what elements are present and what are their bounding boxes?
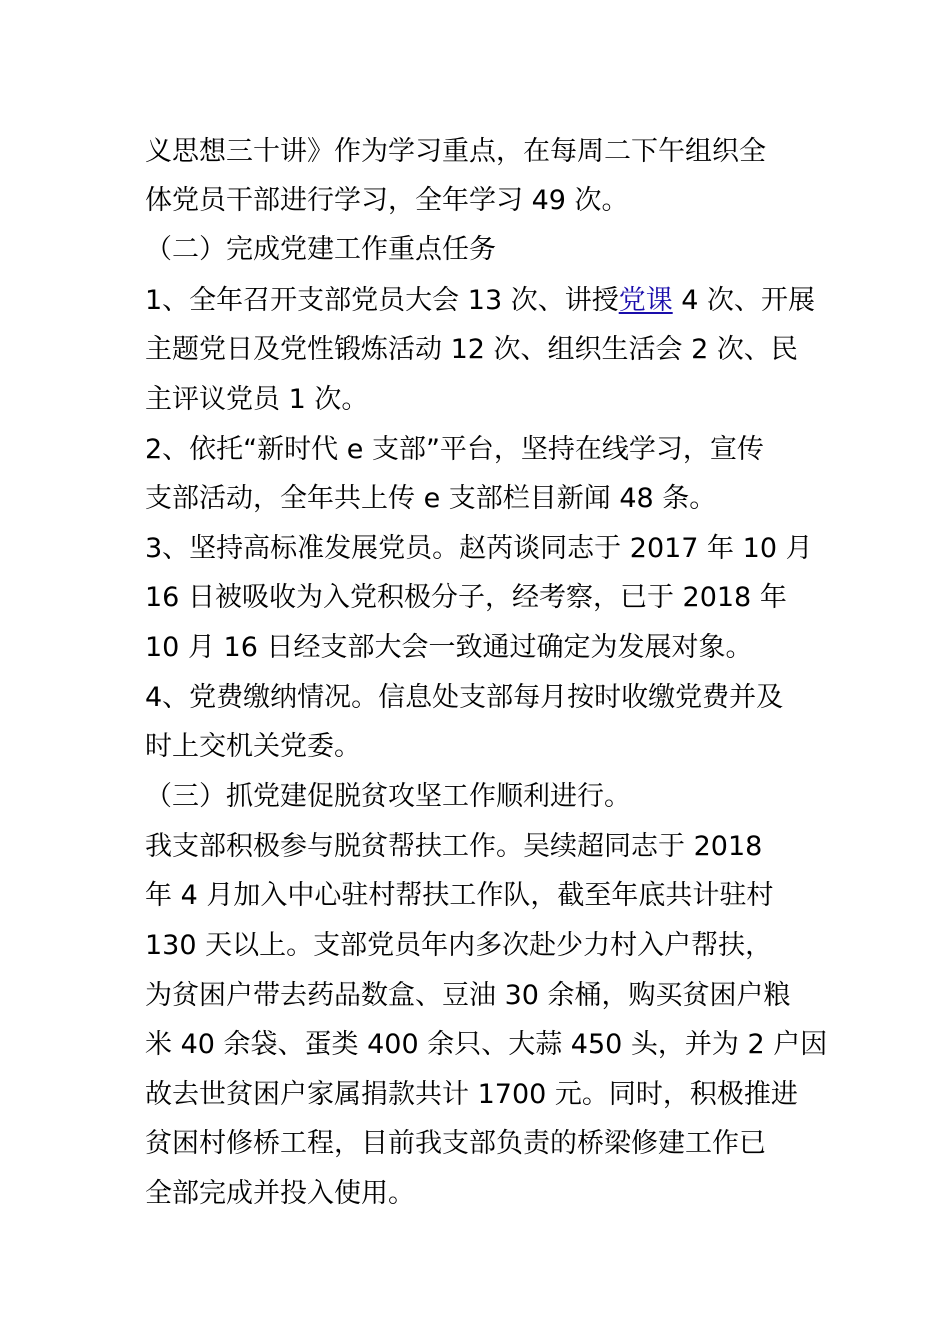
text-line: 2、依托“新时代 e 支部”平台，坚持在线学习，宣传 <box>145 434 764 465</box>
text-line: 故去世贫困户家属捐款共计 1700 元。同时，积极推进 <box>145 1079 798 1110</box>
text-segment: 1、全年召开支部党员大会 13 次、讲授 <box>145 285 619 316</box>
text-line: 年 4 月加入中心驻村帮扶工作队，截至年底共计驻村 <box>145 880 774 911</box>
text-line: 3、坚持高标准发展党员。赵芮谈同志于 2017 年 10 月 <box>145 533 813 564</box>
text-line: 130 天以上。支部党员年内多次赴少力村入户帮扶， <box>145 930 773 961</box>
text-line: 体党员干部进行学习，全年学习 49 次。 <box>145 185 629 216</box>
text-line: 4、党费缴纳情况。信息处支部每月按时收缴党费并及 <box>145 682 784 713</box>
text-line: 义思想三十讲》作为学习重点，在每周二下午组织全 <box>145 136 766 167</box>
text-line: 时上交机关党委。 <box>145 731 361 762</box>
text-line: 支部活动，全年共上传 e 支部栏目新闻 48 条。 <box>145 483 717 514</box>
text-line: 全部完成并投入使用。 <box>145 1178 415 1209</box>
text-line: 米 40 余袋、蛋类 400 余只、大蒜 450 头，并为 2 户因 <box>145 1029 828 1060</box>
text-line: 16 日被吸收为入党积极分子，经考察，已于 2018 年 <box>145 582 787 613</box>
section-heading: （二）完成党建工作重点任务 <box>145 234 496 265</box>
section-heading: （三）抓党建促脱贫攻坚工作顺利进行。 <box>145 781 631 812</box>
text-line: 主评议党员 1 次。 <box>145 384 369 415</box>
text-line: 贫困村修桥工程，目前我支部负责的桥梁修建工作已 <box>145 1128 766 1159</box>
text-line <box>145 276 815 326</box>
text-segment: 4 次、开展 <box>672 285 816 316</box>
text-line: 10 月 16 日经支部大会一致通过确定为发展对象。 <box>145 632 753 663</box>
party-lecture-link[interactable]: 党课 <box>618 285 673 316</box>
text-line: 我支部积极参与脱贫帮扶工作。吴续超同志于 2018 <box>145 831 763 862</box>
text-line: 主题党日及党性锻炼活动 12 次、组织生活会 2 次、民 <box>145 334 798 365</box>
text-line: 为贫困户带去药品数盒、豆油 30 余桶，购买贫困户粮 <box>145 980 791 1011</box>
